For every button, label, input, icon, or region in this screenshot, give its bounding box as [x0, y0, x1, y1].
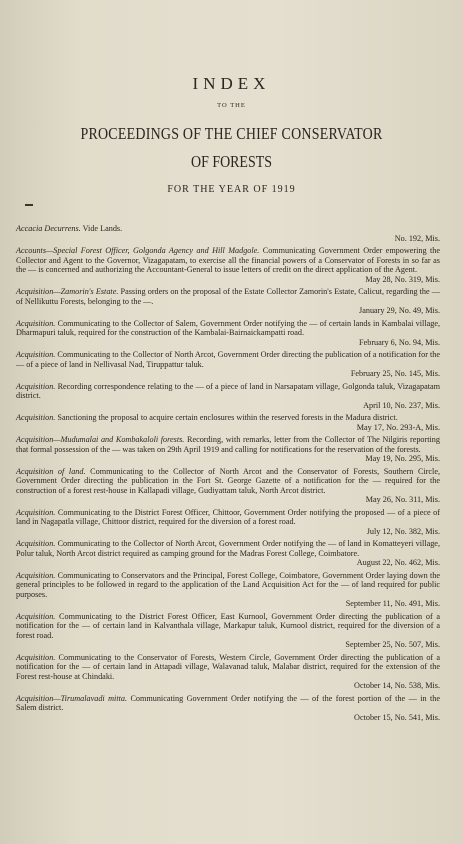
entry-head: Acquisition. [16, 611, 56, 621]
entry-ref: July 12, No. 382, Mis. [366, 526, 440, 536]
proceedings-title-line1: PROCEEDINGS OF THE CHIEF CONSERVATOR [80, 124, 383, 143]
entry-body: Communicating Government Order notifying the — of the forest portion of the — in the Salem district. [16, 693, 440, 712]
index-entry [16, 319, 440, 348]
entry-body: Communicating to the Conservator of Forests, Western Circle, Government Order directing the publication of a notification for the — of certain land in Attapadi village, Walavanad taluk, Malabar district, required for the extension of the Forest rest-house at Chindaki. [16, 652, 440, 681]
entry-body: Communicating Government Order empowering the Collector and Agent to the Governor, Vizagapatam, to exercise all the financial powers of a Conservator of Forests in so far as the — is concerned and authorizing the Accountant-General to issue letters of credit on the direct application of the Agent. [16, 246, 440, 274]
entry-ref: October 14, No. 538, Mis. [354, 681, 440, 690]
year-line: FOR THE YEAR OF 1919 [167, 184, 296, 195]
index-entry [16, 413, 440, 432]
entry-ref: February 6, No. 94, Mis. [359, 337, 440, 347]
entry-ref: September 25, No. 507, Mis. [345, 640, 440, 649]
entry-ref: February 25, No. 145, Mis. [350, 369, 440, 378]
index-entry [16, 350, 440, 379]
entry-body: Communicating to the Collector of North Arcot and the Conservator of Forests, Southern Circle, Government Order directing the publication in the Fort St. George Gazette of a notification for the — required for the construction of a forest rest-house in Kallapadi village, Gudiyattam taluk, North Arcot district. [16, 466, 440, 495]
entry-ref: October 15, No. 541, Mis. [354, 712, 440, 722]
entry-head: Acquisition—Zamorin's Estate. [16, 287, 119, 296]
index-entry [16, 382, 440, 411]
entry-head: Acquisition. [16, 507, 56, 517]
entry-body: Recording, with remarks, letter from the Collector of The Nilgiris reporting that formal possession of the — was taken on 29th April 1919 and calling for notifications for the reservation of the forests. [16, 435, 440, 454]
entry-body: Communicating to Conservators and the Principal, Forest College, Coimbatore, Government Order laying down the general principles to be followed in regard to the application of the Land Acquisition Act for the — of land required for public purposes. [16, 570, 440, 599]
index-entries [16, 224, 440, 725]
entry-head: Acquisition. [16, 381, 56, 391]
entry-head: Acquisition—Mudumalai and Kombakaloli forests. [16, 435, 185, 444]
index-entry [16, 653, 440, 691]
entry-head: Acquisition of land. [16, 466, 86, 476]
entry-ref: May 26, No. 311, Mis. [365, 495, 440, 504]
entry-ref: May 28, No. 319, Mis. [365, 274, 440, 284]
entry-body: Sanctioning the proposal to acquire certain enclosures within the reserved forests in the Madura district. [57, 413, 398, 422]
entry-body: Communicating to the Collector of North Arcot, Government Order notifying the — of land in Komatteyeri village, Polur taluk, North Arcot district required as camping ground for the Madras Forest College, Coimbatore. [16, 539, 440, 558]
to-the-line: TO THE [217, 102, 246, 109]
index-entry [16, 539, 440, 568]
entry-ref: August 22, No. 462, Mis. [356, 558, 440, 567]
index-entry [16, 435, 440, 464]
entry-head: Acquisition. [16, 539, 56, 548]
index-entry [16, 612, 440, 650]
entry-head: Acquisition—Tirumalavadi mitta. [16, 693, 128, 703]
entry-ref: January 29, No. 49, Mis. [359, 306, 440, 315]
entry-head: Acquisition. [16, 318, 56, 328]
index-entry [16, 246, 440, 284]
entry-ref: May 19, No. 295, Mis. [365, 454, 440, 463]
entry-ref: April 10, No. 237, Mis. [363, 400, 440, 410]
entry-head: Accounts—Special Forest Officer, Golgonda Agency and Hill Madgole. [16, 246, 260, 255]
index-entry [16, 508, 440, 537]
entry-body: Vide Lands. [82, 224, 123, 233]
index-entry [16, 694, 440, 723]
entry-head: Accacia Decurrens. [16, 224, 81, 233]
dash-mark [25, 204, 33, 206]
entry-ref: May 17, No. 293-A, Mis. [356, 422, 440, 432]
entry-body: Recording correspondence relating to the — of a piece of land in Narsapatam village, Golgonda taluk, Vizagapatam district. [16, 381, 441, 400]
index-entry [16, 467, 440, 505]
index-entry [16, 224, 440, 243]
entry-head: Acquisition. [16, 570, 56, 580]
entry-body: Communicating to the Collector of Salem, Government Order notifying the — of certain lands in Kambalai village, Dharmapuri taluk, required for the construction of the Kambalai-Bairnaickampatti road. [16, 318, 441, 337]
entry-head: Acquisition. [16, 652, 56, 662]
index-title: INDEX [192, 74, 271, 93]
index-entry [16, 571, 440, 609]
entry-body: Communicating to the District Forest Officer, Chittoor, Government Order notifying the proposed — of a piece of land in Nagapatla village, Chittoor district, required for the diversion of a forest road. [16, 507, 440, 526]
entry-body: Passing orders on the proposal of the Estate Collector Zamorin's Estate, Calicut, regarding the — of Nellikuttu Forests, belonging to the —. [16, 287, 441, 306]
entry-ref: No. 192, Mis. [394, 233, 440, 243]
index-entry [16, 287, 440, 316]
proceedings-title-line2: OF FORESTS [191, 152, 272, 171]
entry-ref: September 11, No. 491, Mis. [345, 599, 440, 608]
entry-head: Acquisition. [16, 413, 56, 422]
entry-head: Acquisition. [16, 350, 56, 359]
entry-body: Communicating to the District Forest Officer, East Kurnool, Government Order directing the publication of a notification for the — of certain land in Kalvanthala village, Markapur taluk, Kurnool district, required for the diversion of a forest road. [16, 611, 440, 640]
entry-body: Communicating to the Collector of North Arcot, Government Order directing the publication of a notification for the — of a piece of land in Nellivasal Nad, Tiruppattur taluk. [16, 350, 440, 369]
